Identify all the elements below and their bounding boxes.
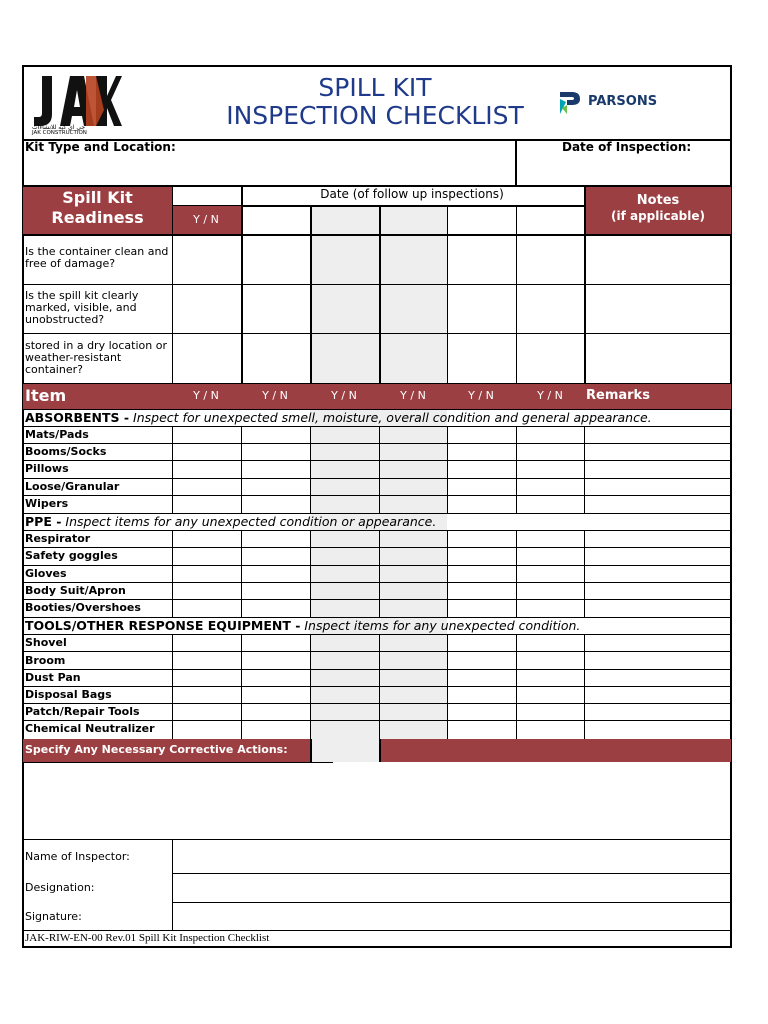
grid-line [447,530,448,547]
grid-line [516,720,517,739]
list-item: Wipers [25,497,69,510]
designation-label: Designation: [25,881,95,894]
grid-line [310,478,311,495]
grid-line [447,599,448,617]
grid-line [516,443,517,460]
grid-line [310,651,311,669]
list-item: Respirator [25,532,91,545]
readiness-heading-line2: Readiness [51,208,144,227]
grid-line [172,426,173,443]
notes-header-line1: Notes [636,193,680,208]
inspector-name-label: Name of Inspector: [25,850,130,863]
grid-line [447,582,448,599]
grid-line [584,720,585,739]
grid-line [379,669,380,686]
items-yn-6: Y / N [537,389,563,402]
section-absorbents-note: Inspect for unexpected smell, moisture, overall condition and general appearance. [133,410,652,425]
date-of-inspection-label: Date of Inspection: [562,140,692,154]
grid-line [241,495,242,513]
readiness-heading-line1: Spill Kit [62,188,133,207]
jak-logo-arabic: جي اي كيه للانشاءات [32,124,86,131]
grid-line [379,460,380,478]
section-ppe-note: Inspect items for any unexpected condition or appearance. [65,514,437,529]
grid-line [447,703,448,720]
grid-line [379,686,380,703]
grid-line [23,495,731,496]
grid-line [23,703,731,704]
items-yn-3: Y / N [331,389,357,402]
grid-line [447,686,448,703]
grid-line [310,443,311,460]
grid-line [584,565,585,582]
grid-line [23,530,731,531]
grid-line [516,599,517,617]
page-title-line2: INSPECTION CHECKLIST [226,101,524,130]
grid-line [584,460,585,478]
section-ppe [25,514,436,529]
grid-line [516,530,517,547]
readiness-question-3: stored in a dry location or weather-resistant container? [25,339,167,376]
grid-line [172,495,173,513]
kit-type-label: Kit Type and Location: [25,140,176,154]
grid-line [584,651,585,669]
grid-line [584,495,585,513]
grid-line [584,582,585,599]
grid-line [516,495,517,513]
grid-line [447,651,448,669]
grid-line [23,582,731,583]
grid-line [310,582,311,599]
grid-line [172,478,173,495]
grid-line [584,478,585,495]
corrective-actions-field[interactable] [23,763,731,839]
grid-line [241,599,242,617]
signature-label: Signature: [25,910,82,923]
grid-line [310,669,311,686]
signature-field[interactable] [173,903,730,930]
parsons-logo [558,90,688,116]
grid-line [310,703,311,720]
grid-line [584,530,585,547]
grid-line [241,720,242,739]
grid-line [379,530,380,547]
items-yn-4: Y / N [400,389,426,402]
grid-line [516,703,517,720]
followup-dates-label: Date (of follow up inspections) [320,187,504,201]
grid-line [516,651,517,669]
list-item: Safety goggles [25,549,118,562]
grid-line [23,565,731,566]
parsons-p-icon [558,90,582,116]
list-item: Loose/Granular [25,480,120,493]
grid-line [172,720,173,739]
list-item: Booms/Socks [25,445,107,458]
grid-line [23,460,731,461]
grid-line [379,582,380,599]
document-reference: JAK-RIW-EN-00 Rev.01 Spill Kit Inspection Checklist [25,932,270,944]
item-column-label: Item [25,386,67,405]
grid-line [516,460,517,478]
grid-line [310,634,311,651]
items-yn-5: Y / N [468,389,494,402]
section-ppe-title: PPE - [25,514,62,529]
corrective-actions-label: Specify Any Necessary Corrective Actions: [25,743,288,756]
page-title-line1: SPILL KIT [318,73,432,102]
grid-line [23,686,731,687]
grid-line [584,669,585,686]
grid-line [241,582,242,599]
grid-line [516,634,517,651]
grid-line [241,686,242,703]
grid-line [379,495,380,513]
grid-line [172,669,173,686]
grid-line [379,651,380,669]
grid-line [241,703,242,720]
grid-line [172,530,173,547]
grid-line [447,634,448,651]
grid-line [584,703,585,720]
grid-line [172,599,173,617]
remarks-column-label: Remarks [586,388,650,403]
list-item: Patch/Repair Tools [25,705,140,718]
grid-line [584,547,585,565]
grid-line [241,669,242,686]
grid-line [379,703,380,720]
grid-line [241,530,242,547]
notes-header-line2: (if applicable) [610,209,706,223]
grid-line [310,720,311,739]
grid-line [584,599,585,617]
grid-line [310,530,311,547]
grid-line [172,703,173,720]
grid-line [172,565,173,582]
grid-line [516,426,517,443]
grid-line [447,460,448,478]
grid-line [447,443,448,460]
inspector-name-field[interactable] [173,840,730,873]
grid-line [23,720,731,721]
grid-line [23,599,731,600]
grid-line [172,547,173,565]
grid-line [379,426,380,443]
date-of-inspection-field[interactable] [517,156,730,184]
list-item: Pillows [25,462,69,475]
readiness-yn-label: Y / N [193,213,219,226]
grid-line [241,547,242,565]
grid-line [172,582,173,599]
grid-line [241,443,242,460]
grid-line [379,720,380,739]
grid-line [447,547,448,565]
jak-logo-sub: JAK CONSTRUCTION [32,130,87,136]
grid-line [379,565,380,582]
readiness-question-1: Is the container clean and free of damage? [25,245,169,270]
grid-line [241,565,242,582]
list-item: Gloves [25,567,67,580]
grid-line [584,686,585,703]
grid-line [23,547,731,548]
list-item: Booties/Overshoes [25,601,141,614]
grid-line [516,478,517,495]
list-item: Body Suit/Apron [25,584,126,597]
grid-line [447,669,448,686]
grid-line [172,443,173,460]
list-item: Broom [25,654,66,667]
grid-line [241,460,242,478]
grid-line [172,634,173,651]
section-tools-title: TOOLS/OTHER RESPONSE EQUIPMENT - [25,618,301,633]
items-yn-2: Y / N [262,389,288,402]
section-absorbents [25,410,652,425]
list-item: Mats/Pads [25,428,89,441]
list-item: Disposal Bags [25,688,112,701]
grid-line [516,582,517,599]
kit-type-field[interactable] [23,156,515,184]
grid-line [241,478,242,495]
grid-line [23,634,731,635]
grid-line [310,426,311,443]
grid-line [172,651,173,669]
section-tools-note: Inspect items for any unexpected condition. [304,618,581,633]
grid-line [584,443,585,460]
grid-line [172,460,173,478]
list-item: Chemical Neutralizer [25,722,155,735]
grid-line [516,686,517,703]
grid-line [23,443,731,444]
grid-line [310,495,311,513]
grid-line [516,669,517,686]
grid-line [379,478,380,495]
grid-line [379,547,380,565]
grid-line [23,651,731,652]
list-item: Dust Pan [25,671,81,684]
grid-line [23,426,731,427]
grid-line [516,547,517,565]
grid-line [379,599,380,617]
grid-line [447,720,448,739]
grid-line [516,565,517,582]
grid-line [23,669,731,670]
items-yn-1: Y / N [193,389,219,402]
section-tools [25,618,580,633]
parsons-logo-text: PARSONS [588,94,658,109]
section-absorbents-title: ABSORBENTS - [25,410,130,425]
jak-logo [30,70,122,136]
grid-line [584,426,585,443]
grid-line [310,547,311,565]
grid-line [241,651,242,669]
designation-field[interactable] [173,874,730,902]
grid-line [379,443,380,460]
grid-line [241,634,242,651]
grid-line [447,565,448,582]
grid-line [584,634,585,651]
grid-line [310,460,311,478]
grid-line [23,478,731,479]
grid-line [310,686,311,703]
grid-line [447,478,448,495]
grid-line [172,686,173,703]
list-item: Shovel [25,636,67,649]
grid-line [447,495,448,513]
grid-line [241,426,242,443]
grid-line [310,565,311,582]
grid-line [447,426,448,443]
grid-line [310,599,311,617]
readiness-question-2: Is the spill kit clearly marked, visible, and unobstructed? [25,289,139,326]
grid-line [379,634,380,651]
